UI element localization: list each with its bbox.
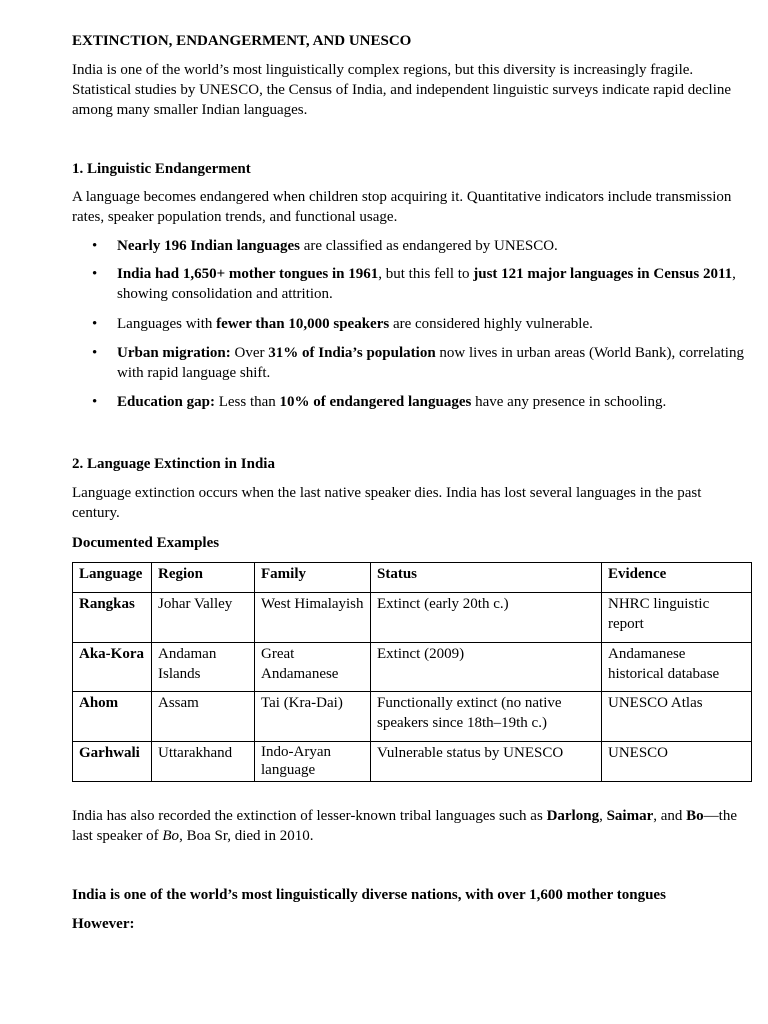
table-cell: UNESCO bbox=[602, 742, 752, 782]
table-cell: Vulnerable status by UNESCO bbox=[371, 742, 602, 782]
bullet-bold-text: Education gap: bbox=[117, 394, 215, 410]
table-cell: Indo-Aryan language bbox=[255, 742, 371, 782]
closing-text: , Boa Sr, died in 2010. bbox=[179, 828, 314, 844]
table-header-row bbox=[73, 563, 752, 593]
closing-text: , and bbox=[653, 808, 687, 824]
endangerment-bullet-list bbox=[72, 236, 752, 412]
table-cell: West Himalayish bbox=[255, 593, 371, 643]
bullet-item bbox=[72, 392, 752, 412]
table-row bbox=[73, 692, 752, 742]
table-cell: Johar Valley bbox=[152, 593, 255, 643]
column-header: Family bbox=[255, 563, 371, 593]
bullet-item bbox=[72, 314, 752, 334]
table-row bbox=[73, 643, 752, 692]
bullet-text: Less than bbox=[214, 394, 280, 410]
table-cell: Rangkas bbox=[73, 593, 152, 643]
bullet-item bbox=[72, 343, 752, 383]
bullet-bold-text: fewer than 10,000 speakers bbox=[216, 316, 390, 332]
table-row bbox=[73, 742, 752, 782]
column-header: Status bbox=[371, 563, 602, 593]
intro-paragraph: India is one of the world’s most linguistically complex regions, but this diversity is increasingly fragile. Statistical studies by UNESCO, the Census of India, and independent linguistic surveys indicate rapid decline among many smaller Indian languages. bbox=[72, 62, 732, 118]
table-cell: Garhwali bbox=[73, 742, 152, 782]
document-title: EXTINCTION, ENDANGERMENT, AND UNESCO bbox=[72, 33, 412, 49]
bullet-bold-text: Urban migration: bbox=[117, 345, 231, 361]
bullet-bold-text: 10% of endangered languages bbox=[279, 394, 472, 410]
table-cell: Extinct (2009) bbox=[371, 643, 602, 692]
bullet-bold-text: Nearly 196 Indian languages bbox=[117, 238, 300, 254]
language-name: Saimar bbox=[606, 808, 654, 824]
table-cell: Uttarakhand bbox=[152, 742, 255, 782]
table-row bbox=[73, 593, 752, 643]
column-header: Evidence bbox=[602, 563, 752, 593]
bullet-bold-text: 31% of India’s population bbox=[268, 345, 436, 361]
table-cell: NHRC linguistic report bbox=[602, 593, 752, 643]
bullet-item bbox=[72, 264, 752, 304]
bullet-bold-text: India had 1,650+ mother tongues in 1961 bbox=[117, 266, 379, 282]
table-cell: Extinct (early 20th c.) bbox=[371, 593, 602, 643]
section-2-paragraph: Language extinction occurs when the last native speaker dies. India has lost several languages in the past century. bbox=[72, 485, 702, 521]
bullet-text: Over bbox=[230, 345, 269, 361]
language-name-italic: Bo bbox=[162, 828, 180, 844]
section-2-heading: 2. Language Extinction in India bbox=[72, 456, 275, 472]
diversity-statement: India is one of the world’s most linguistically diverse nations, with over 1,600 mother tongues bbox=[72, 887, 666, 903]
bullet-text: are classified as endangered by UNESCO. bbox=[299, 238, 558, 254]
bullet-text: have any presence in schooling. bbox=[471, 394, 667, 410]
language-name: Bo bbox=[686, 808, 704, 824]
closing-text: —the last speaker of bbox=[72, 808, 737, 844]
table-cell: UNESCO Atlas bbox=[602, 692, 752, 742]
table-cell: Tai (Kra-Dai) bbox=[255, 692, 371, 742]
documented-examples-heading: Documented Examples bbox=[72, 535, 220, 551]
bullet-item bbox=[72, 236, 752, 256]
table-cell: Andaman Islands bbox=[152, 643, 255, 692]
table-cell: Great Andamanese bbox=[255, 643, 371, 692]
table-cell: Assam bbox=[152, 692, 255, 742]
column-header: Region bbox=[152, 563, 255, 593]
section-1-paragraph: A language becomes endangered when children stop acquiring it. Quantitative indicators include transmission rates, speaker population trends, and functional usage. bbox=[72, 189, 732, 225]
table-cell: Functionally extinct (no native speakers since 18th–19th c.) bbox=[371, 692, 602, 742]
column-header: Language bbox=[73, 563, 152, 593]
bullet-text: now lives in urban areas (World Bank), correlating with rapid language shift. bbox=[117, 345, 744, 381]
closing-paragraph bbox=[72, 806, 747, 846]
bullet-text: Languages with bbox=[117, 316, 217, 332]
section-1-heading: 1. Linguistic Endangerment bbox=[72, 161, 251, 177]
table-cell: Ahom bbox=[73, 692, 152, 742]
table-cell: Andamanese historical database bbox=[602, 643, 752, 692]
table-cell: Aka-Kora bbox=[73, 643, 152, 692]
bullet-text: , but this fell to bbox=[378, 266, 474, 282]
closing-text: India has also recorded the extinction of lesser-known tribal languages such as bbox=[72, 808, 547, 824]
bullet-text: are considered highly vulnerable. bbox=[389, 316, 593, 332]
closing-text: , bbox=[599, 808, 607, 824]
extinct-languages-table bbox=[72, 562, 752, 782]
language-name: Darlong bbox=[546, 808, 600, 824]
bullet-text: , showing consolidation and attrition. bbox=[117, 266, 736, 302]
however-label: However: bbox=[72, 916, 135, 932]
bullet-bold-text: just 121 major languages in Census 2011 bbox=[473, 266, 733, 282]
